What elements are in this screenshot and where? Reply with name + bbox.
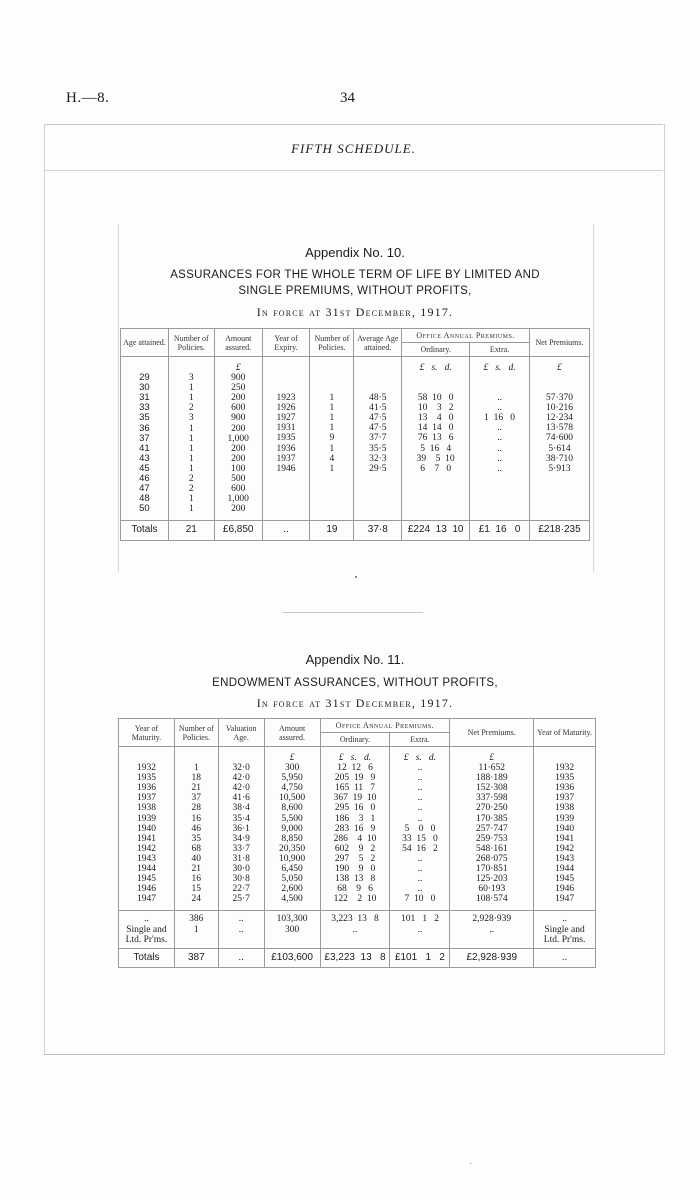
amount-values: 300 5,950 4,750 10,500 8,600 5,500 9,000 8,850 20,350 10,900 6,450 5,050 2,600 4,500	[264, 763, 320, 911]
total-policies-2: 19	[310, 521, 354, 540]
col-header-valuation-age: Valuation Age.	[218, 719, 264, 747]
total-ordinary: £224 13 10	[402, 521, 470, 540]
total-policies: 387	[174, 948, 218, 967]
subtotal-ordinary: 3,223 13 8 ..	[320, 911, 390, 948]
unit-net: £	[450, 747, 534, 764]
units-blank	[310, 357, 354, 374]
ordinary-values: 12 12 6 205 19 9 165 11 7 367 19 10 295 16 0 186 3 1 283 16 9 286 4 10 602 9 2 297 5 2 190 9 0 138 13 8 68 9 6 122 2 10	[320, 763, 390, 911]
total-year: ..	[262, 521, 310, 540]
appendix-10-title: Appendix No. 10.	[305, 245, 405, 260]
col-header-number: Number of Policies.	[168, 329, 214, 357]
units-blank	[119, 747, 175, 764]
valuation-age-values: 32·0 42·0 42·0 41·6 38·4 35·4 36·1 34·9 33·7 31·8 30·0 30·8 22·7 25·7	[218, 763, 264, 911]
col-header-year-maturity-2: Year of Maturity.	[534, 719, 596, 747]
amount-values: 900 250 200 600 900 200 1,000 200 200 100 500 600 1,000 200	[214, 373, 262, 521]
units-blank	[174, 747, 218, 764]
subtotal-year: .. Single and Ltd. Pr'ms.	[119, 911, 175, 948]
total-year-2: ..	[534, 948, 596, 967]
total-average-age: 37·8	[354, 521, 402, 540]
total-amount: £103,600	[264, 948, 320, 967]
year-maturity-values: 1932 1935 1936 1937 1938 1939 1940 1941 1942 1943 1944 1945 1946 1947	[119, 763, 175, 911]
appendix-10-heading-line2: SINGLE PREMIUMS, WITHOUT PROFITS,	[238, 285, 472, 297]
separator-rule	[283, 612, 423, 613]
unit-net: £	[530, 357, 590, 374]
subtotal-year-2: .. Single and Ltd. Pr'ms.	[534, 911, 596, 948]
col-header-extra: Extra.	[390, 733, 450, 747]
policies-values: 3 1 1 2 3 1 1 1 1 1 2 2 1 1	[168, 373, 214, 521]
age-values: 29 30 31 33 35 36 37 41 43 45 46 47 48 50	[121, 373, 169, 521]
total-extra: £1 16 0	[470, 521, 530, 540]
col-header-number-2: Number of Policies.	[310, 329, 354, 357]
subtotal-policies: 386 1	[174, 911, 218, 948]
col-header-amount: Amount assured.	[214, 329, 262, 357]
col-header-extra: Extra.	[470, 343, 530, 357]
net-values: 57·370 10·216 12·234 13·578 74·600 5·614 38·710 5·913	[530, 373, 590, 521]
extra-values: .. .. .. .. .. .. 5 0 0 33 15 0 54 16 2 .. .. .. .. 7 10 0	[390, 763, 450, 911]
subtotal-valuation: .. ..	[218, 911, 264, 948]
unit-extra: £ s. d.	[390, 747, 450, 764]
policies-values: 1 18 21 37 28 16 46 35 68 40 21 16 15 24	[174, 763, 218, 911]
page-speck	[470, 1163, 471, 1164]
totals-label: Totals	[121, 521, 169, 540]
unit-extra: £ s. d.	[470, 357, 530, 374]
col-header-amount: Amount assured.	[264, 719, 320, 747]
net-values: 11·652 188·189 152·308 337·598 270·250 170·385 257·747 259·753 548·161 268·075 170·851 125·203 60·193 108·574	[450, 763, 534, 911]
units-blank	[121, 357, 169, 374]
average-age-values: 48·5 41·5 47·5 47·5 37·7 35·5 32·3 29·5	[354, 373, 402, 521]
unit-ordinary: £ s. d.	[320, 747, 390, 764]
policies-2-values: 1 1 1 1 9 1 4 1	[310, 373, 354, 521]
appendix-10-heading-line1: ASSURANCES FOR THE WHOLE TERM OF LIFE BY LIMITED AND	[170, 269, 540, 281]
appendix-10-table	[120, 328, 590, 541]
appendix-11-in-force: In force at 31st December, 1917.	[256, 696, 454, 710]
total-policies: 21	[168, 521, 214, 540]
year-maturity-2-values: 1932 1935 1936 1937 1938 1939 1940 1941 1942 1943 1944 1945 1946 1947	[534, 763, 596, 911]
appendix-11-title: Appendix No. 11.	[305, 652, 405, 667]
total-ordinary: £3,223 13 8	[320, 948, 390, 967]
total-valuation: ..	[218, 948, 264, 967]
appendix-11-table	[118, 718, 596, 968]
appendix-11-heading: ENDOWMENT ASSURANCES, WITHOUT PROFITS,	[212, 677, 498, 689]
units-blank	[218, 747, 264, 764]
schedule-title-rule	[44, 170, 663, 171]
col-header-office-premiums: Office Annual Premiums.	[402, 329, 530, 343]
subtotal-extra: 101 1 2 ..	[390, 911, 450, 948]
col-header-year-expiry: Year of Expiry.	[262, 329, 310, 357]
col-header-office-premiums: Office Annual Premiums.	[320, 719, 450, 733]
col-header-number: Number of Policies.	[174, 719, 218, 747]
col-header-net-premiums: Net Premiums.	[530, 329, 590, 357]
col-header-year-maturity: Year of Maturity.	[119, 719, 175, 747]
subtotal-net: 2,928·939 ..	[450, 911, 534, 948]
unit-amount: £	[264, 747, 320, 764]
appendix-10-in-force: In force at 31st December, 1917.	[256, 305, 454, 319]
total-amount: £6,850	[214, 521, 262, 540]
units-blank	[354, 357, 402, 374]
col-header-age: Age attained.	[121, 329, 169, 357]
col-header-net-premiums: Net Premiums.	[450, 719, 534, 747]
total-extra: £101 1 2	[390, 948, 450, 967]
separator-dot	[355, 576, 357, 578]
col-header-ordinary: Ordinary.	[402, 343, 470, 357]
ordinary-values: 58 10 0 10 3 2 13 4 0 14 14 0 76 13 6 5 16 4 39 5 10 6 7 0	[402, 373, 470, 521]
total-net: £218·235	[530, 521, 590, 540]
page-number: 34	[340, 90, 355, 106]
units-blank	[168, 357, 214, 374]
total-net: £2,928·939	[450, 948, 534, 967]
extra-values: .. .. 1 16 0 .. .. .. .. ..	[470, 373, 530, 521]
units-blank	[534, 747, 596, 764]
schedule-title: FIFTH SCHEDULE.	[291, 141, 416, 156]
totals-row	[119, 948, 596, 967]
unit-ordinary: £ s. d.	[402, 357, 470, 374]
subtotal-amount: 103,300 300	[264, 911, 320, 948]
col-header-average-age: Average Age attained.	[354, 329, 402, 357]
unit-amount: £	[214, 357, 262, 374]
totals-row	[121, 521, 590, 540]
units-blank	[262, 357, 310, 374]
running-header-left: H.—8.	[66, 90, 110, 106]
year-expiry-values: 1923 1926 1927 1931 1935 1936 1937 1946	[262, 373, 310, 521]
totals-label: Totals	[119, 948, 175, 967]
col-header-ordinary: Ordinary.	[320, 733, 390, 747]
